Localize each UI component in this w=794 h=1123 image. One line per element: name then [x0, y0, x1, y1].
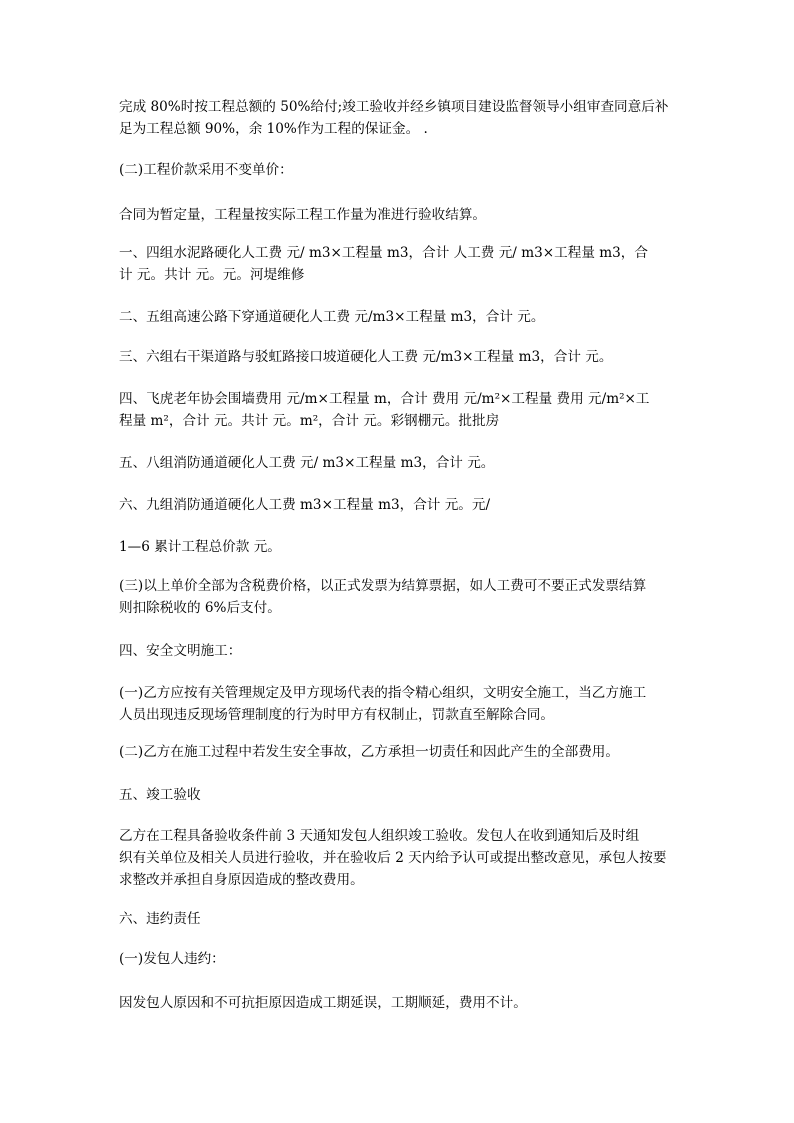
- paragraph-safety-liability: [119, 741, 679, 763]
- text-line: 计 元。共计 元。元。河堤维修: [119, 267, 305, 283]
- section-heading-acceptance: [119, 784, 679, 806]
- paragraph-provisional-quantity: [119, 204, 679, 226]
- section-heading-employer-breach: [119, 948, 679, 970]
- text-line: 完成 80%时按工程总额的 50%给付;竣工验收并经乡镇项目建设监督领导小组审查同意后补: [119, 99, 669, 115]
- text-line: 一、四组水泥路硬化人工费 元/ m3×工程量 m3，合计 人工费 元/ m3×工程量 m3，合: [119, 245, 648, 261]
- text-line: 则扣除税收的 6%后支付。: [119, 600, 281, 616]
- text-line: 五、八组消防通道硬化人工费 元/ m3×工程量 m3，合计 元。: [119, 455, 495, 471]
- text-line: 六、九组消防通道硬化人工费 m3×工程量 m3，合计 元。元/: [119, 497, 491, 513]
- text-line: 程量 m²，合计 元。共计 元。m²，合计 元。彩钢棚元。批批房: [119, 413, 500, 429]
- section-heading-safety: [119, 640, 679, 662]
- text-line: 人员出现违反现场管理制度的行为时甲方有权制止，罚款直至解除合同。: [119, 707, 554, 723]
- text-line: (三)以上单价全部为含税费价格，以正式发票为结算票据，如人工费可不要正式发票结算: [119, 578, 647, 594]
- text-line: (二)工程价款采用不变单价：: [119, 162, 293, 178]
- paragraph-item-3: [119, 346, 679, 368]
- paragraph-acceptance-procedure: [119, 825, 679, 891]
- text-line: 求整改并承担自身原因造成的整改费用。: [119, 872, 364, 888]
- paragraph-total-price: [119, 536, 679, 558]
- paragraph-item-2: [119, 306, 679, 328]
- text-line: 二、五组高速公路下穿通道硬化人工费 元/m3×工程量 m3，合计 元。: [119, 309, 545, 325]
- paragraph-payment-schedule: [119, 96, 679, 140]
- paragraph-delay-clause: [119, 992, 679, 1014]
- text-line: 六、违约责任: [119, 911, 201, 927]
- text-line: 1—6 累计工程总价款 元。: [119, 539, 281, 555]
- paragraph-safety-management: [119, 682, 679, 726]
- text-line: 三、六组右干渠道路与驳虹路接口坡道硬化人工费 元/m3×工程量 m3，合计 元。: [119, 349, 613, 365]
- text-line: 乙方在工程具备验收条件前 3 天通知发包人组织竣工验收。发包人在收到通知后及时组: [119, 828, 640, 844]
- paragraph-item-6: [119, 494, 679, 516]
- text-line: 因发包人原因和不可抗拒原因造成工期延误，工期顺延，费用不计。: [119, 995, 527, 1011]
- text-line: (二)乙方在施工过程中若发生安全事故，乙方承担一切责任和因此产生的全部费用。: [119, 744, 619, 760]
- text-line: 五、竣工验收: [119, 787, 201, 803]
- text-line: 织有关单位及相关人员进行验收，并在验收后 2 天内给予认可或提出整改意见，承包人按要: [119, 850, 667, 866]
- text-line: (一)乙方应按有关管理规定及甲方现场代表的指令精心组织，文明安全施工，当乙方施工: [119, 685, 647, 701]
- text-line: 合同为暂定量，工程量按实际工程工作量为准进行验收结算。: [119, 207, 487, 223]
- paragraph-tax-inclusive: [119, 575, 679, 619]
- text-line: 足为工程总额 90%，余 10%作为工程的保证金。 .: [119, 121, 428, 137]
- paragraph-item-1: [119, 242, 679, 286]
- text-line: (一)发包人违约：: [119, 951, 225, 967]
- section-heading-unit-price: [119, 159, 679, 181]
- paragraph-item-4: [119, 388, 679, 432]
- section-heading-breach: [119, 908, 679, 930]
- text-line: 四、飞虎老年协会围墙费用 元/m×工程量 m，合计 费用 元/m²×工程量 费用 元/m²×工: [119, 391, 650, 407]
- text-line: 四、安全文明施工：: [119, 643, 242, 659]
- paragraph-item-5: [119, 452, 679, 474]
